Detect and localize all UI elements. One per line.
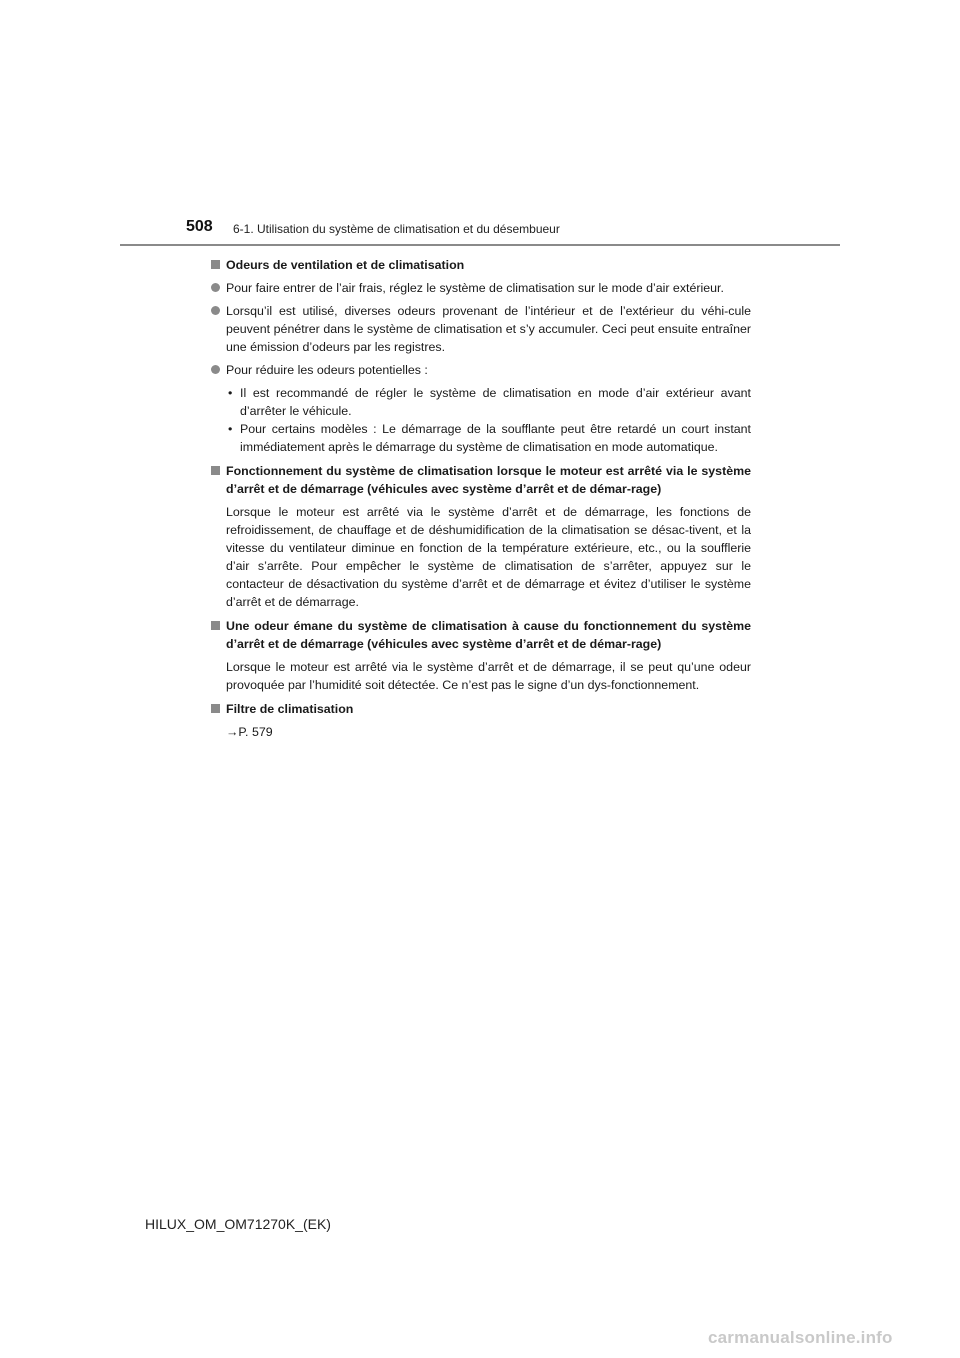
small-bullet-icon: • — [228, 386, 233, 400]
section-heading: Odeurs de ventilation et de climatisation — [226, 258, 465, 272]
footer-doc-id: HILUX_OM_OM71270K_(EK) — [145, 1216, 331, 1232]
watermark: carmanualsonline.info — [708, 1328, 893, 1347]
section-fonctionnement — [211, 462, 751, 611]
page-number: 508 — [186, 218, 213, 235]
section-filtre — [211, 700, 751, 741]
list-item — [226, 420, 751, 456]
square-bullet-icon — [211, 621, 220, 630]
square-bullet-icon — [211, 260, 220, 269]
square-bullet-icon — [211, 466, 220, 475]
sub-item-text: Il est recommandé de régler le système de climatisation en mode d’air extérieur avant d’arrêter le véhicule. — [240, 386, 751, 418]
sub-item-text: Pour certains modèles : Le démarrage de la soufflante peut être retardé un court instant immédiatement après le démarrage du système de climatisation en mode automatique. — [240, 422, 751, 454]
square-bullet-icon — [211, 704, 220, 713]
section-title: 6-1. Utilisation du système de climatisation et du désembueur — [233, 222, 560, 236]
section-odeurs — [211, 256, 751, 456]
bullet-text: Pour réduire les odeurs potentielles : — [226, 363, 428, 377]
round-bullet-icon — [211, 306, 220, 315]
section-heading: Fonctionnement du système de climatisation lorsque le moteur est arrêté via le système d’arrêt et de démarrage (véhicules avec système d’arrêt et de démar-rage) — [226, 464, 751, 496]
section-odeur-arret — [211, 617, 751, 694]
section-heading: Filtre de climatisation — [226, 702, 354, 716]
bullet-text: Pour faire entrer de l’air frais, réglez le système de climatisation sur le mode d’air extérieur. — [226, 281, 724, 295]
section-paragraph: Lorsque le moteur est arrêté via le système d’arrêt et de démarrage, il se peut qu’une odeur provoquée par l’humidité soit détectée. Ce n’est pas le signe d’un dys-fonctionnement. — [226, 660, 751, 692]
section-paragraph: Lorsque le moteur est arrêté via le système d’arrêt et de démarrage, les fonctions de refroidissement, de chauffage et de déshumidification de la climatisation se désac-tivent, et la vitesse du ventilateur diminue en fonction de la température extérieure, etc., ou la soufflerie d’air s’arrête. Pour empêcher le système de climatisation de s’arrêter, appuyez sur le contacteur de désactivation du système d’arrêt et de démarrage et évitez d’utiliser le système d’arrêt et de démarrage. — [226, 505, 751, 609]
sub-list — [211, 384, 751, 456]
section-heading: Une odeur émane du système de climatisation à cause du fonctionnement du système d’arrêt et de démarrage (véhicules avec système d’arrêt et de démar-rage) — [226, 619, 751, 651]
round-bullet-icon — [211, 283, 220, 292]
page-content — [211, 256, 751, 747]
page-reference-link[interactable]: →P. 579 — [226, 725, 273, 739]
round-bullet-icon — [211, 365, 220, 374]
list-item — [226, 384, 751, 420]
header-rule — [120, 244, 840, 246]
small-bullet-icon: • — [228, 422, 233, 436]
bullet-text: Lorsqu’il est utilisé, diverses odeurs provenant de l’intérieur et de l’extérieur du véhi-cule peuvent pénétrer dans le système de climatisation et s’y accumuler. Ceci peut ensuite entraîner une émission d’odeurs par les registres. — [226, 304, 751, 354]
